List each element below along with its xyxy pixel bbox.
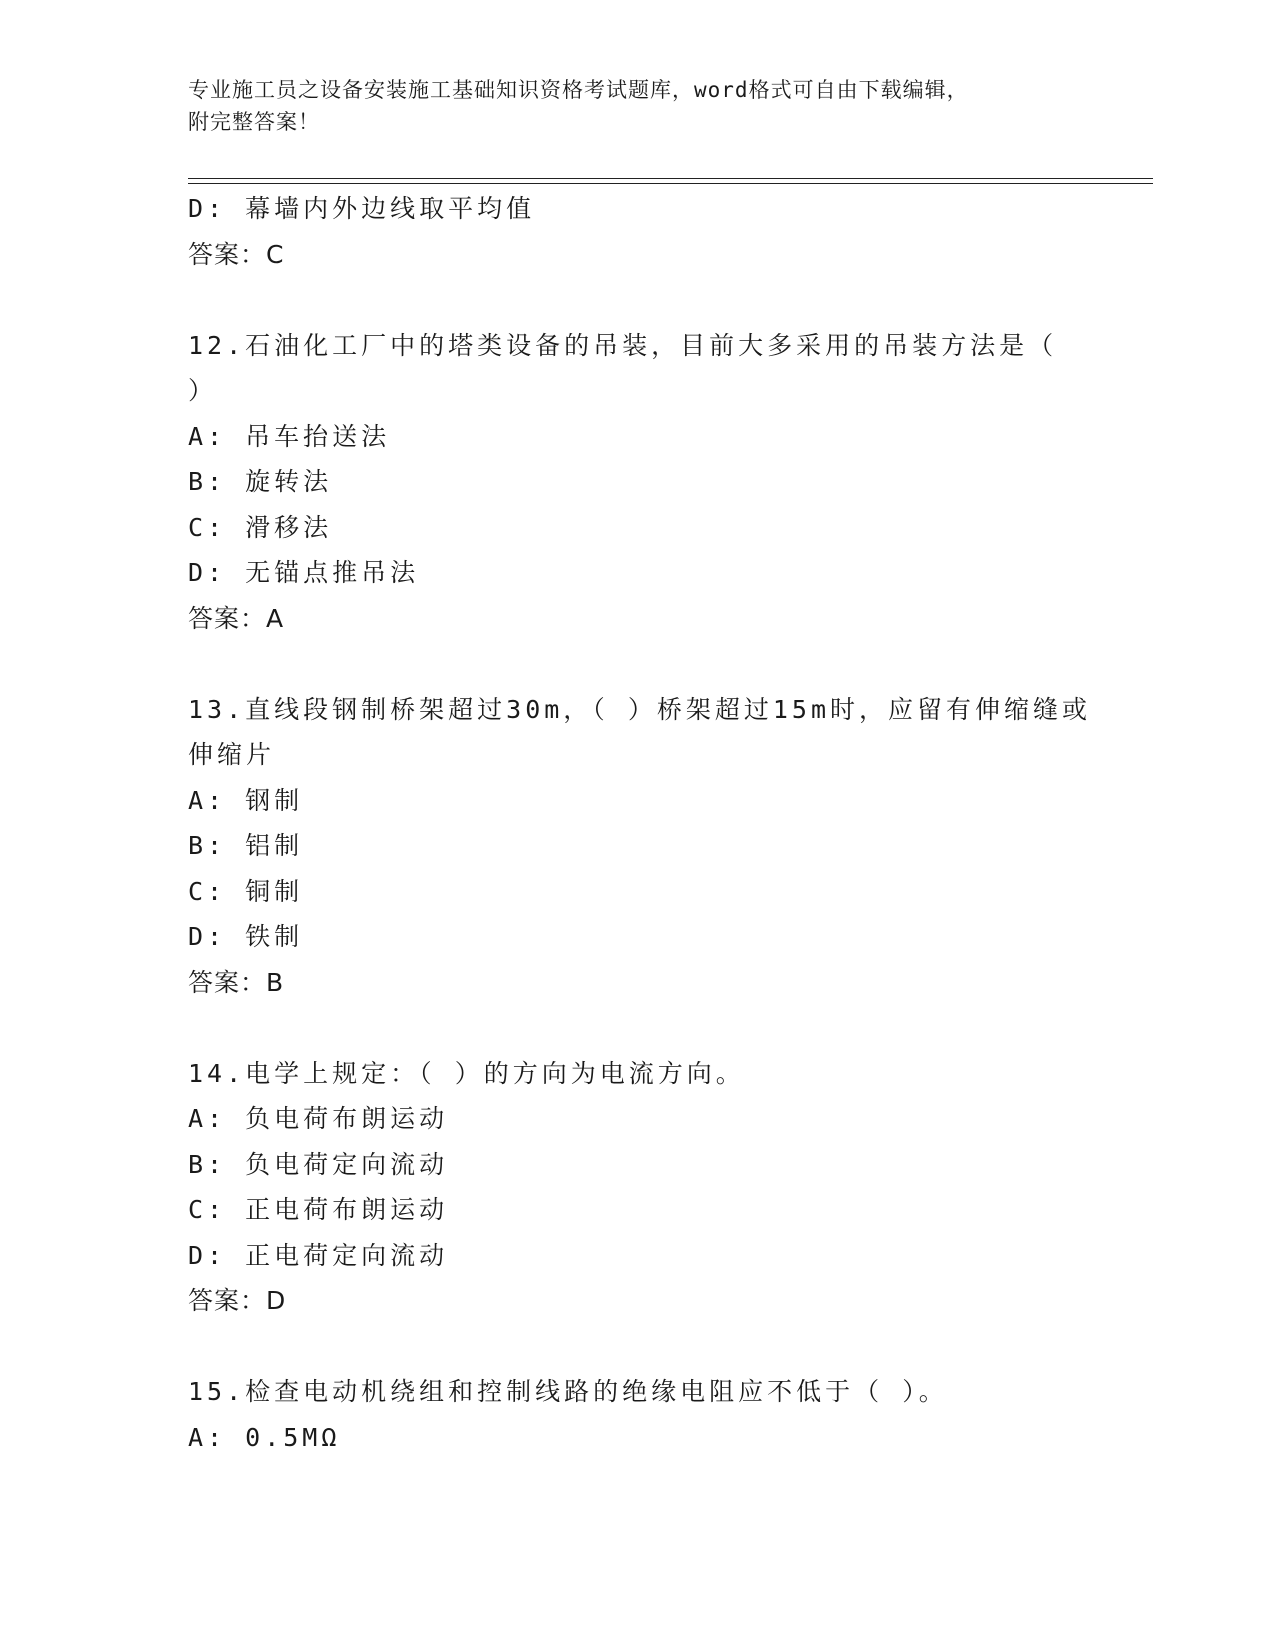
- header-divider-bottom: [188, 183, 1153, 184]
- answer-line: 答案：A: [188, 603, 285, 633]
- question-list: [188, 186, 1092, 1460]
- question-stem: [188, 687, 1092, 778]
- blank-line: [188, 641, 1088, 687]
- blank-line: [188, 1324, 1088, 1370]
- question-stem: [188, 1369, 1088, 1415]
- document-header: [188, 74, 1068, 138]
- option-line: A: 0.5MΩ: [188, 1422, 341, 1452]
- option-line: A: 钢制: [188, 785, 304, 815]
- header-line-1: 专业施工员之设备安装施工基础知识资格考试题库，word格式可自由下载编辑，: [188, 78, 969, 102]
- header-line-2: 附完整答案！: [188, 110, 320, 134]
- blank-line: [188, 277, 1088, 323]
- question-stem: [188, 1051, 1088, 1097]
- option-line: B: 负电荷定向流动: [188, 1149, 449, 1179]
- question-stem-line: 13.直线段钢制桥架超过30m，（ ）桥架超过15m时，应留有伸缩缝或: [188, 694, 1092, 724]
- option-line: D: 幕墙内外边线取平均值: [188, 194, 536, 223]
- answer-line: 答案：B: [188, 967, 285, 997]
- question-stem-line: 14.电学上规定：（ ）的方向为电流方向。: [188, 1058, 745, 1088]
- question-stem-line: ）: [188, 376, 218, 405]
- option-line: B: 铝制: [188, 831, 304, 860]
- question-stem: [188, 323, 1088, 414]
- question-stem-line: 12.石油化工厂中的塔类设备的吊装，目前大多采用的吊装方法是（: [188, 330, 1058, 360]
- option-line: D: 无锚点推吊法: [188, 558, 420, 587]
- question-stem-line: 15.检查电动机绕组和控制线路的绝缘电阻应不低于（ ）。: [188, 1377, 948, 1406]
- option-line: A: 吊车抬送法: [188, 421, 391, 451]
- option-line: C: 滑移法: [188, 512, 333, 542]
- option-line: A: 负电荷布朗运动: [188, 1104, 449, 1133]
- option-line: C: 正电荷布朗运动: [188, 1195, 449, 1224]
- answer-line: 答案：C: [188, 239, 285, 269]
- option-line: D: 正电荷定向流动: [188, 1240, 449, 1270]
- header-divider-top: [188, 178, 1153, 179]
- question-stem-line: 伸缩片: [188, 740, 276, 769]
- option-line: C: 铜制: [188, 876, 304, 906]
- option-line: D: 铁制: [188, 922, 304, 951]
- option-line: B: 旋转法: [188, 467, 333, 496]
- answer-line: 答案：D: [188, 1286, 287, 1315]
- blank-line: [188, 1005, 1088, 1051]
